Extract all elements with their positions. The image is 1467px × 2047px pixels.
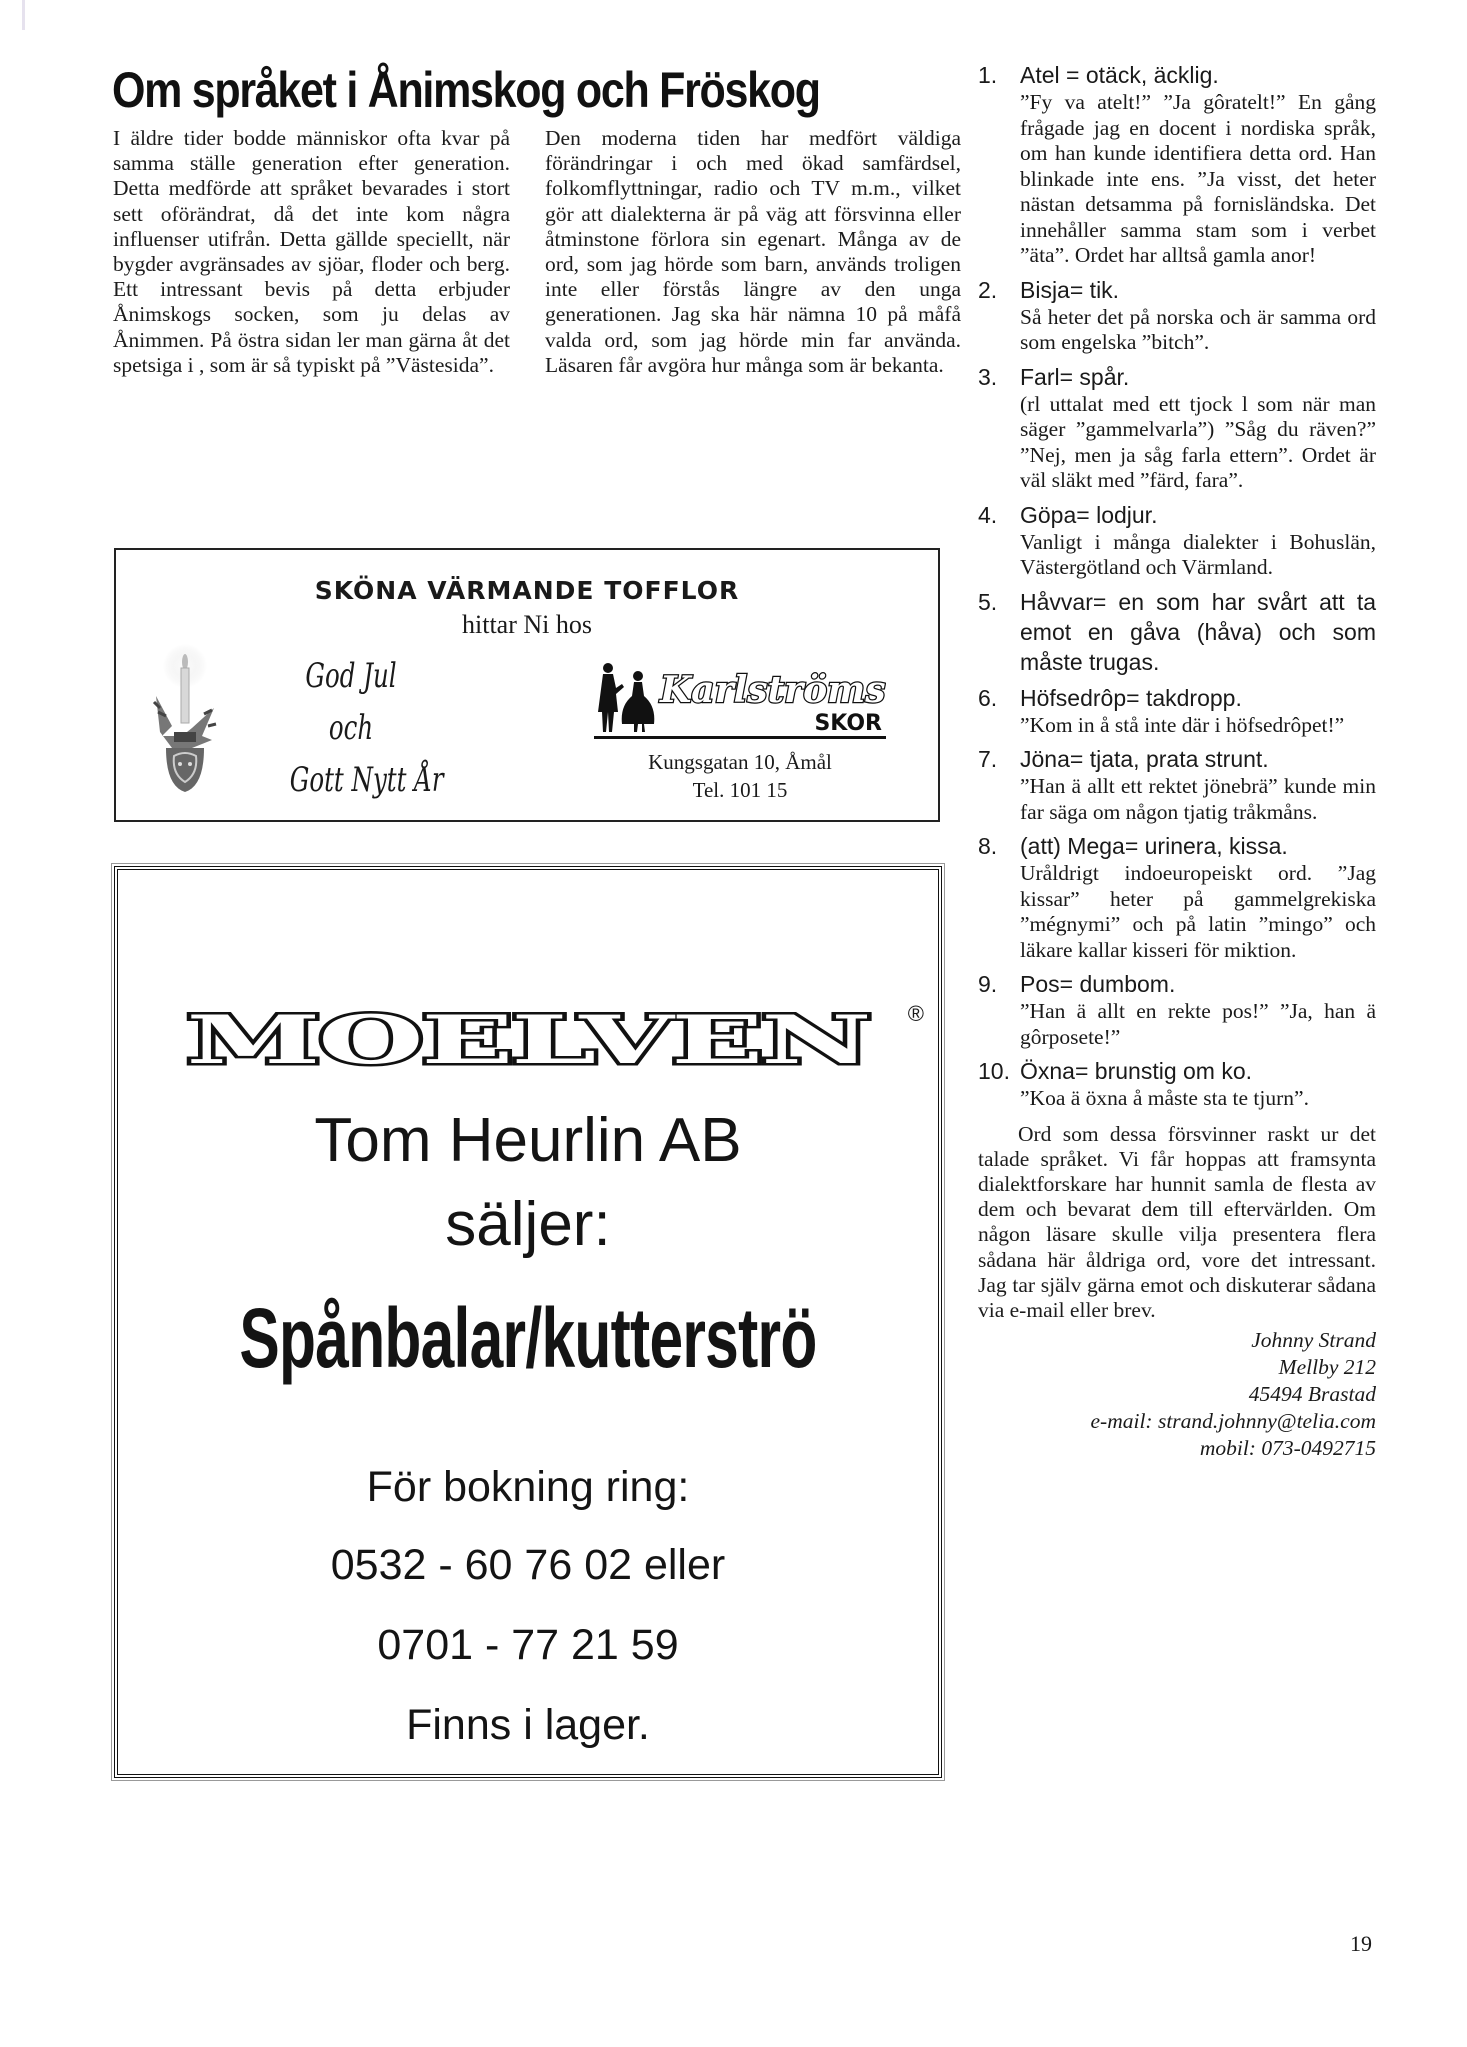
greeting-line: och [328, 708, 374, 748]
author-signature [978, 1327, 1376, 1462]
word-heading: (att) Mega= urinera, kissa. [1020, 833, 1288, 859]
sells-label: säljer: [445, 1190, 611, 1259]
dialect-word-list [978, 60, 1376, 1462]
greeting-line: Gott Nytt År [289, 760, 444, 800]
christmas-candle-icon [152, 636, 218, 796]
word-heading: Farl= spår. [1020, 363, 1130, 390]
word-item [978, 831, 1376, 963]
moelven-advertisement [114, 866, 942, 1778]
word-heading: Höfsedrôp= takdropp. [1020, 684, 1242, 711]
word-heading: Håvvar= en som har svårt att ta emot en gåva (håva) och som måste trugas. [1020, 588, 1376, 675]
word-item [978, 500, 1376, 581]
word-item [978, 744, 1376, 825]
word-heading: Bisja= tik. [1020, 276, 1120, 303]
word-explanation: ”Fy va atelt!” ”Ja gôratelt!” En gång frågade jag en docent i nordiska språk, om han kunde identifiera detta ord. Han blinkade inte ens. ”Ja visst, det heter nästan detsamma på fornisländska. Det innehåller samma stam som i verbet ”äta”. Ordet har alltså gamla anor! [1020, 90, 1376, 267]
word-item [978, 587, 1376, 677]
stock-note: Finns i lager. [406, 1701, 650, 1749]
word-item [978, 683, 1376, 739]
word-item [978, 60, 1376, 269]
ad-headline: SKÖNA VÄRMANDE TOFFLOR [314, 576, 740, 605]
moelven-logo [118, 990, 938, 1090]
brand-name: MOELVEN [186, 1001, 870, 1079]
word-number: 4. [978, 501, 998, 528]
word-explanation: ”Han ä allt en rekte pos!” ”Ja, han ä gôrposete!” [1020, 999, 1376, 1049]
word-explanation: ”Kom in å stå inte där i höfsedrôpet!” [1020, 712, 1345, 737]
word-explanation: Så heter det på norska och är samma ord som engelska ”bitch”. [1020, 304, 1376, 354]
word-heading: Pos= dumbom. [1020, 971, 1176, 997]
scan-edge [22, 0, 25, 30]
word-item [978, 362, 1376, 494]
word-explanation: ”Han ä allt ett rektet jönebrä” kunde min far säga om någon tjatig tråkmåns. [1020, 774, 1376, 824]
word-item [978, 969, 1376, 1050]
word-number: 5. [978, 588, 998, 615]
word-explanation: Vanligt i många dialekter i Bohuslän, Västergötland och Värmland. [1020, 529, 1376, 579]
author-street: Mellby 212 [1278, 1355, 1376, 1380]
word-number: 6. [978, 684, 998, 711]
word-explanation: Uråldrigt indoeuropeiskt ord. ”Jag kissar” heter på gammelgrekiska ”mégnymi” och på latin ”mingo” och läkare kallar kisseri för miktion. [1020, 861, 1376, 962]
author-city: 45494 Brastad [1248, 1382, 1376, 1407]
word-heading: Atel = otäck, äcklig. [1020, 62, 1219, 88]
karlstroms-skor-logo [594, 654, 886, 742]
word-number: 1. [978, 62, 998, 88]
word-number: 8. [978, 833, 998, 859]
word-number: 2. [978, 276, 998, 303]
phone-number-2: 0701 - 77 21 59 [377, 1621, 679, 1669]
word-item [978, 275, 1376, 356]
product-name: Spånbalar/kutterströ [239, 1291, 817, 1385]
phone-number-1: 0532 - 60 76 02 eller [330, 1541, 726, 1589]
word-number: 9. [978, 971, 998, 997]
booking-label: För bokning ring: [366, 1463, 690, 1511]
author-mobile: mobil: 073-0492715 [1199, 1436, 1376, 1461]
slippers-advertisement [114, 548, 940, 822]
ad-subline: hittar Ni hos [462, 610, 592, 639]
author-email[interactable]: e-mail: strand.johnny@telia.com [1090, 1409, 1376, 1434]
word-heading: Jöna= tjata, prata strunt. [1020, 746, 1269, 772]
greeting-line: God Jul [305, 656, 397, 696]
word-heading: Göpa= lodjur. [1020, 501, 1158, 528]
season-greeting [289, 650, 444, 806]
word-number: 10. [978, 1058, 1010, 1084]
word-explanation: ”Koa ä öxna å måste sta te tjurn”. [1020, 1086, 1309, 1110]
word-explanation: (rl uttalat med ett tjock l som när man säger ”gammelvarla”) ”Såg du räven?” ”Nej, men ja såg farla ettern”. Ordet är väl släkt med ”färd, fara”. [1020, 391, 1376, 492]
registered-mark: ® [907, 1001, 924, 1026]
company-name: Tom Heurlin AB [314, 1106, 742, 1175]
author-name: Johnny Strand [1251, 1328, 1376, 1353]
article-column-2: Den moderna tiden har medfört väldiga förändringar i och med ökad samfärdsel, folkomflyttningar, radio och TV m.m., vilket gör att dialekterna är på väg att försvinna eller åtminstone förlora sin egenart. Många av de ord, som jag hörde som barn, används troligen inte eller förstås längre av den unga generationen. Jag ska här nämna 10 på måfå valda ord, som jag hörde min far använda. Läsaren får avgöra hur många som är bekanta. [545, 126, 961, 377]
shop-suffix: SKOR [814, 711, 882, 736]
word-number: 3. [978, 363, 998, 390]
article-title: Om språket i Ånimskog och Fröskog [112, 62, 820, 118]
closing-paragraph: Ord som dessa försvinner raskt ur det talade språket. Vi får hoppas att framsynta dialektforskare har hunnit samla de flesta av dem och bevarat dem till eftervärlden. Om någon läsare skulle vilja presentera flera sådana här åldriga ord, vore det intressant. Jag tar själv gärna emot och diskuterar sådana via e-mail eller brev. [978, 1121, 1376, 1322]
word-heading: Öxna= brunstig om ko. [1020, 1058, 1253, 1084]
shop-contact [594, 748, 886, 804]
word-item [978, 1056, 1376, 1112]
shop-name-script: Karlströms [660, 669, 886, 711]
article-column-1: I äldre tider bodde människor ofta kvar på samma ställe generation efter generation. Detta medförde att språket bevarades i stort sett oförändrat, då det inte kom några influenser utifrån. Detta gällde speciellt, när bygder avgränsades av sjöar, floder och berg. Ett intressant bevis på detta erbjuder Ånimskogs socken, som ju delas av Ånimmen. På östra sidan ler man gärna åt det spetsiga i , som är så typiskt på ”Västesida”. [113, 126, 510, 377]
word-number: 7. [978, 746, 998, 772]
page-number: 19 [1350, 1931, 1372, 1956]
dancing-couple-icon [598, 663, 654, 732]
shop-phone: Tel. 101 15 [692, 778, 788, 802]
shop-address: Kungsgatan 10, Åmål [648, 750, 832, 774]
